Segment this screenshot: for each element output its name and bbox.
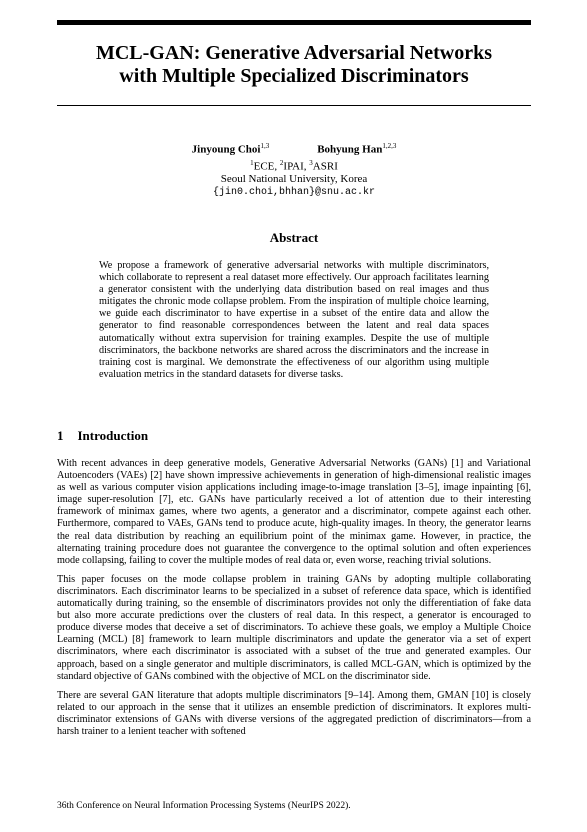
section-title: Introduction	[77, 428, 149, 443]
paragraph: With recent advances in deep generative models, Generative Adversarial Networks (GANs) [1] and Variational Autoencoders (VAEs) [2] have shown impressive achievements in generation of high-dimensional realistic images as well as various computer vision applications including image-to-image translation [3–5], image inpainting [6], image super-resolution [7], etc. GANs have particularly received a lot of attention due to their interesting framework of minimax games, where two agents, a generator and a discriminator, compete against each other. Furthermore, compared to VAEs, GANs tend to produce acute, high-quality images. In theory, the generator learns the real data distribution by reaching an equilibrium point of the minimax game. However, in practice, the alternating training procedure does not guarantee the convergence to the optimal solution and often experiences mode collapsing, failing to cover the multiple modes of real data or, even worse, reaching trivial solutions.	[57, 458, 531, 566]
intro-body	[57, 458, 531, 745]
affiliations: $^1$ECE, $^2$IPAI, $^3$ASRI	[250, 158, 338, 173]
title-line-2: with Multiple Specialized Discriminators	[119, 65, 469, 87]
section-heading	[57, 428, 148, 444]
author-names	[57, 140, 531, 157]
author-2: Bohyung Han$^{1,2,3}$	[317, 142, 397, 156]
title-line-1: MCL-GAN: Generative Adversarial Networks	[95, 42, 493, 64]
abstract-heading: Abstract	[269, 230, 319, 245]
institution: Seoul National University, Korea	[220, 173, 368, 186]
top-rule	[57, 20, 531, 25]
paragraph: This paper focuses on the mode collapse problem in training GANs by adopting multiple collaborating discriminators. Each discriminator learns to be specialized in a subset of reference data space, which is identified automatically during training, so the ensemble of discriminators provides not only the differentiation of fake data but also more accurate predictions over the clusters of real data. In this respect, a generator is encouraged to produce diverse modes that deceive a set of discriminators. To achieve these goals, we employ a Multiple Choice Learning (MCL) [8] framework to learn multiple discriminators and update the generator via a set of expert discriminators, where each discriminator is associated with a subset of the true and generated examples. Our approach, based on a single generator and multiple discriminators, is called MCL-GAN, which is optimized by the standard objective of GANs combined with the objective of MCL on the discriminator side.	[57, 573, 531, 682]
author-block	[57, 140, 531, 199]
title-rule	[57, 105, 531, 106]
section-number: 1	[57, 428, 64, 443]
paper-title	[57, 42, 531, 88]
conference-footer: 36th Conference on Neural Information Processing Systems (NeurIPS 2022).	[57, 801, 351, 811]
author-1: Jinyoung Choi$^{1,3}$	[191, 142, 270, 156]
paragraph: There are several GAN literature that adopts multiple discriminators [9–14]. Among them, GMAN [10] is closely related to our approach in the sense that it utilizes an ensemble prediction of discriminators. It explores multi-discriminator extensions of GANs with diverse versions of the aggregated prediction of discriminators—from a harsh trainer to a lenient teacher with softened	[57, 689, 531, 737]
abstract-text: We propose a framework of generative adversarial networks with multiple discriminators, which collaborate to represent a real dataset more effectively. Our approach facilitates learning a generator consistent with the underlying data distribution based on real images and thus mitigates the chronic mode collapse problem. From the inspiration of multiple choice learning, we guide each discriminator to have expertise in a subset of the entire data and allow the generator to find reasonable correspondences between the latent and real data spaces automatically without extra supervision for training examples. Despite the use of multiple discriminators, the backbone networks are shared across the discriminators and the increase in training cost is marginal. We demonstrate the effectiveness of our algorithm using multiple evaluation metrics in the standard datasets for diverse tasks.	[99, 260, 489, 380]
email: {jin0.choi,bhhan}@snu.ac.kr	[212, 187, 376, 199]
